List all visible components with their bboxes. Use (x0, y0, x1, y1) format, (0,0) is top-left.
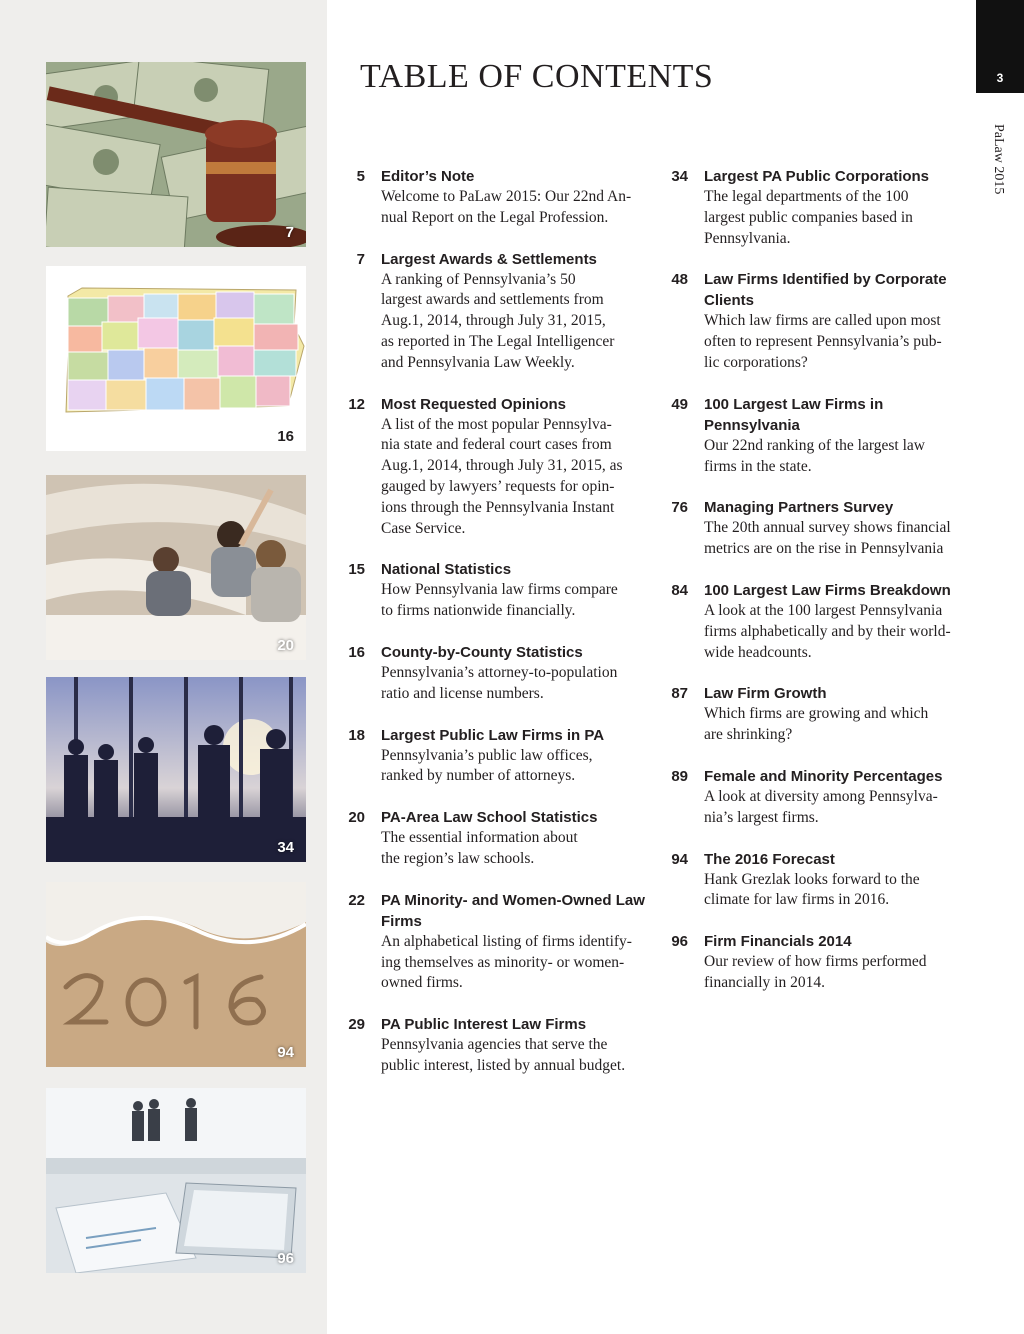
description-line: A ranking of Pennsylvania’s 50 (381, 270, 576, 288)
description-line: gauged by lawyers’ requests for opin- (381, 477, 615, 495)
toc-entry-heading: Managing Partners Survey (704, 499, 894, 517)
toc-page-number: 48 (671, 271, 688, 289)
toc-entry[interactable] (666, 580, 976, 663)
description-line: A look at the 100 largest Pennsylvania (704, 601, 943, 619)
toc-entry-description (381, 580, 653, 622)
toc-entry[interactable] (343, 890, 653, 994)
description-line: wide headcounts. (704, 643, 812, 661)
description-line: largest public companies based in (704, 208, 913, 226)
toc-entry-description (704, 436, 976, 478)
toc-entry-description (704, 518, 976, 560)
toc-entry-heading: Most Requested Opinions (381, 395, 567, 413)
toc-entry-description (381, 663, 653, 705)
description-line: as reported in The Legal Intelligencer (381, 332, 615, 350)
toc-page-number: 18 (348, 726, 365, 744)
toc-entry-description (381, 828, 653, 870)
toc-entry-description (704, 704, 976, 746)
toc-entry[interactable] (666, 497, 976, 560)
description-line: firms in the state. (704, 457, 812, 475)
description-line: often to represent Pennsylvania’s pub- (704, 333, 942, 351)
business-handshake-silhouette-icon (46, 677, 306, 862)
toc-page-number: 16 (348, 643, 365, 661)
toc-page-number: 87 (671, 685, 688, 703)
toc-page-number: 84 (671, 581, 688, 599)
toc-entry[interactable] (343, 559, 653, 622)
photo-sidebar (0, 0, 327, 1334)
sand-photo (46, 882, 306, 1067)
description-line: firms alphabetically and by their world- (704, 622, 951, 640)
description-line: The essential information about (381, 829, 578, 847)
toc-entry-description (704, 601, 976, 663)
description-line: Hank Grezlak looks forward to the (704, 870, 920, 888)
description-line: metrics are on the rise in Pennsylvania (704, 540, 944, 558)
description-line: Pennsylvania. (704, 229, 791, 247)
county-map-photo (46, 266, 306, 451)
toc-entry[interactable] (666, 766, 976, 829)
description-line: Welcome to PaLaw 2015: Our 22nd An- (381, 188, 632, 205)
toc-entry[interactable] (666, 931, 976, 994)
toc-entry[interactable] (666, 849, 976, 912)
description-line: to firms nationwide financially. (381, 602, 576, 620)
description-line: How Pennsylvania law firms compare (381, 581, 618, 599)
description-line: Pennsylvania’s attorney-to-population (381, 663, 618, 681)
photo-caption: 20 (277, 637, 294, 654)
toc-entry[interactable] (666, 394, 976, 478)
photo-caption: 96 (277, 1250, 294, 1267)
toc-entry-description (704, 787, 976, 829)
description-line: largest awards and settlements from (381, 291, 604, 309)
toc-entry-heading: 100 Largest Law Firms in Pennsylvania (704, 395, 884, 434)
description-line: ratio and license numbers. (381, 684, 544, 702)
description-line: An alphabetical listing of firms identify- (381, 932, 632, 950)
photo-caption: 34 (277, 839, 294, 856)
pennsylvania-county-map-icon (46, 266, 306, 451)
toc-page-number: 20 (348, 809, 365, 827)
description-line: and Pennsylvania Law Weekly. (381, 353, 575, 371)
toc-entry-description (704, 952, 976, 994)
toc-entry-description (381, 415, 653, 540)
toc-entry[interactable] (343, 394, 653, 540)
gavel-on-money-icon (46, 62, 306, 247)
toc-entry-description (381, 1035, 653, 1077)
photo-caption: 94 (277, 1044, 294, 1061)
2016-in-sand-icon (46, 882, 306, 1067)
description-line: Pennsylvania agencies that serve the (381, 1036, 608, 1054)
description-line: nia state and federal court cases from (381, 436, 612, 454)
description-line: the region’s law schools. (381, 849, 535, 867)
page-number-tab (976, 0, 1024, 93)
toc-entry[interactable] (343, 807, 653, 870)
description-line: Case Service. (381, 519, 466, 537)
toc-entry-description (704, 311, 976, 373)
business-photo (46, 677, 306, 862)
toc-entry-heading: Largest Awards & Settlements (381, 250, 597, 268)
toc-entry-description (704, 870, 976, 912)
description-line: Aug.1, 2014, through July 31, 2015, (381, 312, 606, 330)
description-line: Aug.1, 2014, through July 31, 2015, as (381, 457, 623, 475)
toc-page-number: 12 (348, 395, 365, 413)
toc-entry-description (381, 270, 653, 374)
toc-entry-heading: The 2016 Forecast (704, 850, 835, 868)
toc-entry-heading: Largest Public Law Firms in PA (381, 726, 605, 744)
toc-entry-heading: County-by-County Statistics (381, 643, 583, 661)
description-line: public interest, listed by annual budget. (381, 1056, 626, 1074)
toc-entry-heading: Largest PA Public Corporations (704, 168, 930, 185)
toc-page-number: 49 (671, 395, 688, 413)
toc-entry[interactable] (343, 1014, 653, 1077)
toc-page-number: 29 (348, 1016, 365, 1034)
toc-entry-heading: Female and Minority Percentages (704, 767, 943, 785)
office-meeting-tablet-icon (46, 1088, 306, 1273)
description-line: Our review of how firms performed (704, 953, 927, 971)
toc-column-left (343, 166, 653, 1097)
gavel-photo (46, 62, 306, 247)
toc-page-number: 76 (671, 499, 688, 517)
toc-page-number: 96 (671, 933, 688, 951)
description-line: financially in 2014. (704, 973, 825, 991)
toc-entry[interactable] (343, 642, 653, 705)
description-line: A list of the most popular Pennsylva- (381, 415, 612, 433)
toc-entry[interactable] (666, 269, 976, 373)
toc-entry[interactable] (343, 249, 653, 374)
toc-entry[interactable] (666, 166, 976, 249)
description-line: Our 22nd ranking of the largest law (704, 436, 925, 454)
toc-entry-heading: PA-Area Law School Statistics (381, 809, 598, 827)
toc-page-number: 94 (671, 850, 688, 868)
toc-entry-heading: Editor’s Note (381, 168, 475, 185)
description-line: ranked by number of attorneys. (381, 767, 576, 785)
toc-entry-heading: PA Minority- and Women-Owned Law Firms (381, 891, 645, 930)
page-title: TABLE OF CONTENTS (360, 58, 714, 95)
toc-entry-heading: PA Public Interest Law Firms (381, 1016, 587, 1034)
description-line: owned firms. (381, 974, 463, 992)
description-line: lic corporations? (704, 353, 808, 371)
lecture-hall-students-icon (46, 475, 306, 660)
toc-entry-heading: Firm Financials 2014 (704, 933, 852, 951)
description-line: Which firms are growing and which (704, 705, 929, 723)
toc-entry[interactable] (666, 683, 976, 746)
toc-page-number: 7 (356, 250, 365, 268)
toc-entry-heading: Law Firms Identified by Corporate Clients (704, 271, 947, 310)
toc-page-number: 5 (356, 168, 365, 185)
lecture-hall-photo (46, 475, 306, 660)
toc-entry-description (381, 932, 653, 994)
description-line: ing themselves as minority- or women- (381, 953, 625, 971)
toc-entry[interactable] (343, 166, 653, 229)
description-line: nia’s largest firms. (704, 808, 819, 826)
description-line: The 20th annual survey shows financial (704, 519, 951, 537)
toc-column-right (666, 166, 976, 1014)
publication-running-head: PaLaw 2015 (991, 124, 1006, 195)
page-number: 3 (996, 71, 1004, 85)
toc-entry[interactable] (343, 725, 653, 788)
description-line: ions through the Pennsylvania Instant (381, 498, 615, 516)
toc-page-number: 22 (348, 891, 365, 909)
description-line: nual Report on the Legal Profession. (381, 208, 609, 226)
toc-page-number: 34 (671, 168, 688, 185)
toc-entry-description (704, 187, 976, 249)
office-photo (46, 1088, 306, 1273)
description-line: Which law firms are called upon most (704, 312, 941, 330)
toc-entry-description (381, 746, 653, 788)
photo-caption: 16 (277, 428, 294, 445)
description-line: are shrinking? (704, 726, 793, 744)
toc-page-number: 15 (348, 561, 365, 579)
description-line: Pennsylvania’s public law offices, (381, 746, 593, 764)
toc-entry-heading: 100 Largest Law Firms Breakdown (704, 581, 951, 599)
toc-entry-heading: Law Firm Growth (704, 685, 827, 703)
photo-caption: 7 (285, 224, 294, 241)
description-line: A look at diversity among Pennsylva- (704, 787, 938, 805)
toc-entry-description (381, 187, 653, 229)
toc-page-number: 89 (671, 767, 688, 785)
description-line: The legal departments of the 100 (704, 188, 909, 205)
toc-entry-heading: National Statistics (381, 561, 512, 579)
description-line: climate for law firms in 2016. (704, 891, 890, 909)
